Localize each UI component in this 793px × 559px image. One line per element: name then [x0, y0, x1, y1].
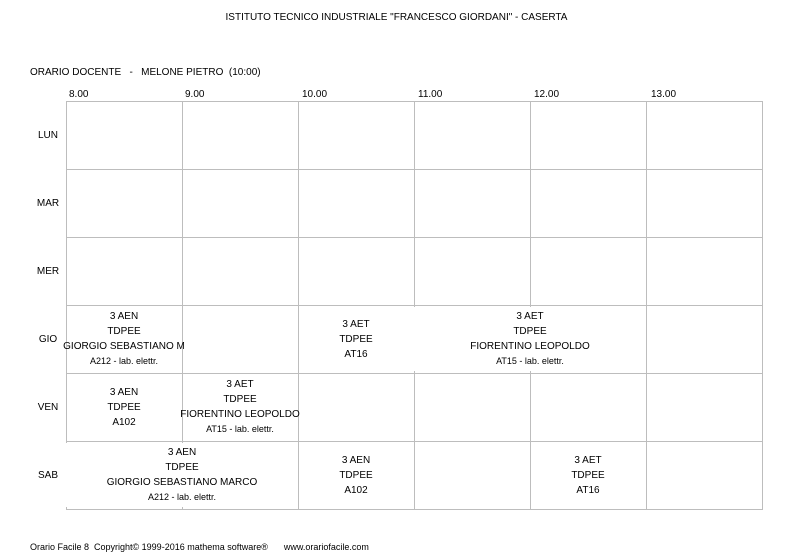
lesson-room: A102 [344, 484, 368, 496]
lesson-room: AT16 [344, 348, 368, 360]
lesson-cell[interactable] [298, 441, 414, 509]
lesson-teacher: FIORENTINO LEOPOLDO [180, 409, 300, 420]
lesson-class: 3 AEN [109, 386, 139, 398]
lesson-subject: TDPEE [165, 462, 199, 473]
day-label: VEN [37, 402, 59, 413]
time-label: 10.00 [302, 89, 328, 100]
teacher-heading: ORARIO DOCENTE - MELONE PIETRO (10:00) [30, 67, 261, 78]
day-label: GIO [38, 334, 58, 345]
lesson-cell[interactable] [66, 441, 298, 509]
time-label: 8.00 [69, 89, 89, 100]
lesson-class: 3 AET [226, 379, 254, 390]
lesson-subject: TDPEE [107, 326, 141, 337]
lesson-cell[interactable] [66, 373, 182, 441]
lesson-subject: TDPEE [107, 401, 141, 413]
lesson-cell[interactable] [298, 305, 414, 373]
lesson-room: A212 - lab. elettr. [147, 492, 217, 502]
lesson-class: 3 AET [574, 454, 602, 466]
lesson-room: A212 - lab. elettr. [89, 356, 159, 366]
lesson-room: AT15 - lab. elettr. [206, 424, 274, 434]
day-label: MAR [36, 198, 60, 209]
time-label: 13.00 [651, 89, 677, 100]
footer-link[interactable]: www.orariofacile.com [283, 542, 369, 552]
lesson-class: 3 AEN [109, 311, 139, 322]
lesson-cell[interactable] [414, 305, 646, 373]
lesson-class: 3 AEN [167, 447, 197, 458]
grid-line [762, 101, 763, 510]
lesson-cell[interactable] [530, 441, 646, 509]
lesson-room: A102 [112, 416, 136, 428]
footer [30, 542, 369, 552]
school-title: ISTITUTO TECNICO INDUSTRIALE "FRANCESCO GIORDANI" - CASERTA [225, 12, 568, 23]
lesson-class: 3 AET [342, 318, 370, 330]
footer-copyright: Orario Facile 8 Copyright© 1999-2016 mathema software® [30, 542, 268, 552]
lesson-subject: TDPEE [339, 333, 373, 345]
lesson-cell[interactable] [182, 373, 298, 441]
time-label: 9.00 [185, 89, 205, 100]
lesson-teacher: GIORGIO SEBASTIANO M [63, 341, 185, 352]
lesson-subject: TDPEE [571, 469, 605, 481]
lesson-subject: TDPEE [513, 326, 547, 337]
lesson-subject: TDPEE [339, 469, 373, 481]
day-label: MER [36, 266, 60, 277]
lesson-class: 3 AEN [341, 454, 371, 466]
lesson-cell[interactable] [63, 305, 185, 373]
lesson-room: AT16 [576, 484, 600, 496]
time-label: 12.00 [534, 89, 560, 100]
lesson-teacher: FIORENTINO LEOPOLDO [470, 341, 590, 352]
grid-line [646, 101, 647, 510]
day-label: SAB [37, 470, 58, 481]
lesson-teacher: GIORGIO SEBASTIANO MARCO [106, 477, 258, 488]
lesson-subject: TDPEE [223, 394, 257, 405]
day-label: LUN [37, 130, 58, 141]
lesson-class: 3 AET [516, 311, 544, 322]
time-label: 11.00 [418, 89, 443, 100]
lesson-room: AT15 - lab. elettr. [496, 356, 564, 366]
